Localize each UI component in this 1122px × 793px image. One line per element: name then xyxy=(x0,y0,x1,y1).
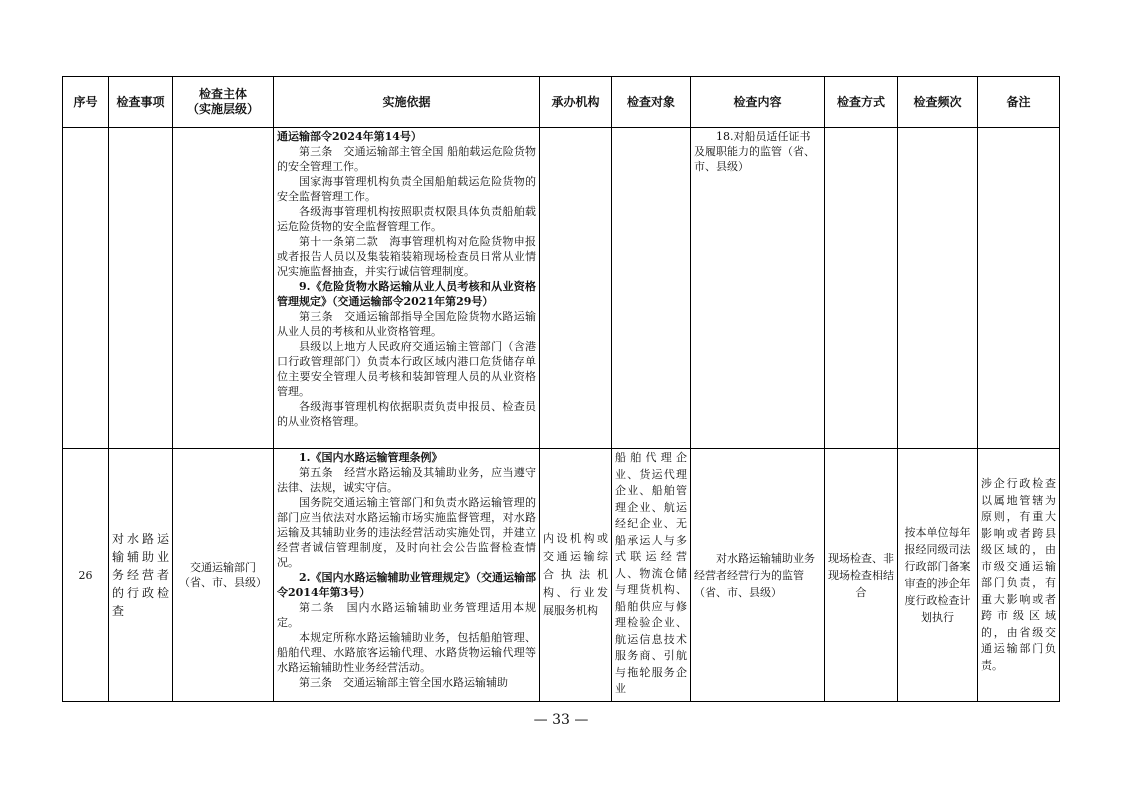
header-method: 检查方式 xyxy=(825,77,898,128)
basis-paragraph: 第三条 交通运输部主管全国水路运输辅助 xyxy=(299,676,508,689)
cell-frequency xyxy=(898,128,978,449)
agency-text: 内设机构或交通运输综合执法机构、行业发展服务机构 xyxy=(543,532,608,617)
basis-paragraph: 国家海事管理机构负责全国船舶载运危险货物的安全监督管理工作。 xyxy=(277,175,536,203)
row-number: 26 xyxy=(78,568,93,582)
header-row xyxy=(63,77,1060,128)
cell-method xyxy=(825,449,898,702)
cell-content xyxy=(691,449,825,702)
basis-paragraph: 第十一条第二款 海事管理机构对危险货物申报或者报告人员以及集装箱装箱现场检查员日常从业情况实施监督抽查，并实行诚信管理制度。 xyxy=(277,235,536,278)
cell-item xyxy=(109,449,173,702)
object-text: 船舶代理企业、货运代理企业、船舶管理企业、航运经纪企业、无船承运人与多式联运经营人、物流仓储与理货机构、船舶供应与修理检验企业、航运信息技术服务商、引航与拖轮服务企业 xyxy=(615,451,687,695)
inspection-table xyxy=(62,76,1060,702)
cell-subject xyxy=(173,449,274,702)
basis-paragraph: 通运输部令2024年第14号） xyxy=(277,130,422,143)
header-subject xyxy=(173,77,274,128)
header-agency: 承办机构 xyxy=(540,77,612,128)
header-seq: 序号 xyxy=(63,77,109,128)
header-basis: 实施依据 xyxy=(274,77,540,128)
cell-remark xyxy=(978,128,1060,449)
subject-text: 交通运输部门（省、市、县级） xyxy=(179,561,267,589)
cell-agency xyxy=(540,449,612,702)
basis-text xyxy=(274,128,539,430)
header-remark: 备注 xyxy=(978,77,1060,128)
cell-agency xyxy=(540,128,612,449)
cell-subject xyxy=(173,128,274,449)
cell-frequency xyxy=(898,449,978,702)
cell-item xyxy=(109,128,173,449)
header-frequency: 检查频次 xyxy=(898,77,978,128)
cell-seq xyxy=(63,449,109,702)
basis-paragraph: 第三条 交通运输部主管全国 船舶载运危险货物的安全管理工作。 xyxy=(277,145,536,173)
item-text: 对水路运输辅助业务经营者的行政检查 xyxy=(112,532,169,618)
header-item: 检查事项 xyxy=(109,77,173,128)
content-text: 对水路运输辅助业务经营者经营行为的监管（省、市、县级） xyxy=(694,551,815,599)
page-number: — 33 — xyxy=(533,712,589,728)
cell-content xyxy=(691,128,825,449)
content-text: 18.对船员适任证书及履职能力的监管（省、市、县级） xyxy=(694,130,815,173)
cell-remark xyxy=(978,449,1060,702)
header-subject-line: （实施层级） xyxy=(186,102,259,116)
basis-paragraph: 2.《国内水路运输辅助业管理规定》（交通运输部令2014年第3号） xyxy=(277,571,536,599)
cell-seq xyxy=(63,128,109,449)
cell-basis xyxy=(274,449,540,702)
basis-text xyxy=(274,449,539,691)
table-row xyxy=(63,449,1060,702)
basis-paragraph: 1.《国内水路运输管理条例》 xyxy=(299,451,443,464)
basis-paragraph: 第二条 国内水路运输辅助业务管理适用本规定。 xyxy=(277,601,536,629)
basis-paragraph: 第五条 经营水路运输及其辅助业务，应当遵守法律、法规，诚实守信。 xyxy=(277,466,536,494)
basis-paragraph: 本规定所称水路运输辅助业务，包括船舶管理、船舶代理、水路旅客运输代理、水路货物运输代理等水路运输辅助性业务经营活动。 xyxy=(277,631,536,674)
table-row xyxy=(63,128,1060,449)
header-subject-line: 检查主体 xyxy=(198,87,247,101)
cell-method xyxy=(825,128,898,449)
header-content: 检查内容 xyxy=(691,77,825,128)
cell-basis xyxy=(274,128,540,449)
frequency-text: 按本单位每年报经同级司法行政部门备案审查的涉企年度行政检查计划执行 xyxy=(904,526,971,624)
basis-paragraph: 各级海事管理机构按照职责权限具体负责船舶载运危险货物的安全监督管理工作。 xyxy=(277,205,536,233)
method-text: 现场检查、非现场检查相结合 xyxy=(828,551,894,599)
basis-paragraph: 第三条 交通运输部指导全国危险货物水路运输从业人员的考核和从业资格管理。 xyxy=(277,310,536,338)
basis-paragraph: 9.《危险货物水路运输从业人员考核和从业资格管理规定》（交通运输部令2021年第29号） xyxy=(277,280,536,308)
remark-text: 涉企行政检查以属地管辖为原则，有重大影响或者跨县级区域的，由市级交通运输部门负责，有重大影响或者跨市级区域的，由省级交通运输部门负责。 xyxy=(981,477,1056,672)
cell-object xyxy=(612,128,691,449)
basis-paragraph: 各级海事管理机构依据职责负责申报员、检查员的从业资格管理。 xyxy=(277,400,536,428)
basis-paragraph: 国务院交通运输主管部门和负责水路运输管理的部门应当依法对水路运输市场实施监督管理，对水路运输及其辅助业务的违法经营活动实施处罚，并建立经营者诚信管理制度，及时向社会公告监督检查情况。 xyxy=(277,496,536,569)
basis-paragraph: 县级以上地方人民政府交通运输主管部门（含港口行政管理部门）负责本行政区域内港口危货储存单位主要安全管理人员考核和装卸管理人员的从业资格管理。 xyxy=(277,340,536,398)
header-object: 检查对象 xyxy=(612,77,691,128)
cell-object xyxy=(612,449,691,702)
